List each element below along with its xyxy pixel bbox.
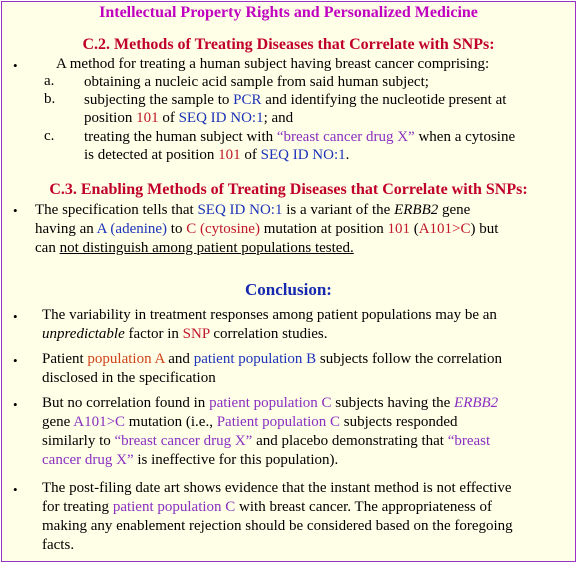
drug-name: cancer drug X”	[42, 452, 134, 468]
bullet: •	[13, 353, 18, 368]
c2-item-b-line2	[84, 109, 293, 127]
bullet: •	[13, 482, 18, 497]
text: (	[409, 221, 419, 237]
population-b: patient population B	[193, 351, 317, 367]
conclusion-b3-line3	[42, 432, 490, 450]
conclusion-b4-line2	[42, 498, 492, 516]
text: when a cytosine	[414, 129, 516, 145]
text: is detected at position	[84, 147, 219, 163]
population-c: patient population C	[209, 395, 332, 411]
mutation-term: A101>C	[73, 414, 126, 430]
c2-item-c-line1	[84, 128, 515, 146]
position-value: 101	[387, 221, 410, 237]
cytosine-term: C (cytosine)	[186, 221, 260, 237]
seq-id: SEQ ID NO:1	[260, 147, 346, 163]
snp-term: SNP	[182, 326, 210, 342]
page-title: Intellectual Property Rights and Personalized Medicine	[99, 4, 478, 21]
seq-id: SEQ ID NO:1	[178, 110, 264, 126]
position-value: 101	[218, 147, 241, 163]
text: subjecting the sample to	[84, 92, 234, 108]
item-letter: b.	[44, 91, 56, 107]
item-letter: c.	[44, 128, 55, 144]
underlined-text: not distinguish among patient populations tested.	[59, 240, 354, 256]
conclusion-b3-line4	[42, 451, 338, 469]
conclusion-b1-line2	[42, 325, 328, 343]
conclusion-b3-line2	[42, 413, 458, 431]
text: gene	[438, 202, 471, 218]
seq-id: SEQ ID NO:1	[197, 202, 283, 218]
text: and placebo demonstrating that	[252, 433, 448, 449]
pcr-term: PCR	[233, 92, 262, 108]
text: ; and	[263, 110, 294, 126]
section-c3-heading: C.3. Enabling Methods of Treating Diseases that Correlate with SNPs:	[49, 181, 528, 198]
conclusion-b3-line1	[42, 394, 498, 412]
text: and	[164, 351, 194, 367]
text: for treating	[42, 499, 113, 515]
position-value: 101	[136, 110, 159, 126]
bullet: •	[13, 309, 18, 324]
text: mutation (i.e.,	[125, 414, 217, 430]
text: .	[345, 147, 350, 163]
slide-frame	[1, 1, 576, 562]
bullet: •	[13, 203, 18, 218]
text: subjects follow the correlation	[316, 351, 502, 367]
text: factor in	[124, 326, 183, 342]
text: is a variant of the	[282, 202, 395, 218]
c2-intro: A method for treating a human subject having breast cancer comprising:	[56, 56, 490, 72]
text: ) but	[470, 221, 499, 237]
c3-line1	[35, 201, 470, 219]
text: Patient	[42, 351, 88, 367]
c2-item-b-line1	[84, 91, 506, 109]
text: But no correlation found in	[42, 395, 210, 411]
mutation-term: A101>C	[418, 221, 471, 237]
conclusion-b4-line1: The post-filing date art shows evidence that the instant method is not effective	[42, 480, 512, 496]
text: similarly to	[42, 433, 115, 449]
c3-line3	[35, 239, 354, 257]
adenine-term: A (adenine)	[96, 221, 168, 237]
text: correlation studies.	[209, 326, 328, 342]
conclusion-b1-line1: The variability in treatment responses among patient populations may be an	[42, 307, 497, 323]
population-c: Patient population C	[216, 414, 341, 430]
text: subjects having the	[331, 395, 455, 411]
drug-name: “breast cancer drug X”	[114, 433, 253, 449]
text: with breast cancer. The appropriateness of	[235, 499, 493, 515]
conclusion-b2-line1	[42, 350, 502, 368]
text: and identifying the nucleotide present at	[261, 92, 507, 108]
gene-name: ERBB2	[394, 202, 439, 218]
population-c: patient population C	[112, 499, 236, 515]
text: to	[167, 221, 187, 237]
text: can	[35, 240, 60, 256]
c2-item-c-line2	[84, 146, 349, 164]
text: of	[158, 110, 179, 126]
text: treating the human subject with	[84, 129, 277, 145]
item-letter: a.	[44, 73, 55, 89]
bullet: •	[13, 397, 18, 412]
text: mutation at position	[259, 221, 388, 237]
text: having an	[35, 221, 97, 237]
text: of	[240, 147, 261, 163]
text: The specification tells that	[35, 202, 198, 218]
population-a: population A	[87, 351, 165, 367]
c2-item-a: obtaining a nucleic acid sample from said human subject;	[84, 74, 429, 90]
conclusion-b2-line2: disclosed in the specification	[42, 370, 216, 386]
text: subjects responded	[340, 414, 458, 430]
gene-name: ERBB2	[454, 395, 499, 411]
bullet: •	[13, 58, 18, 73]
conclusion-b4-line3: making any enablement rejection should be considered based on the foregoing	[42, 518, 513, 534]
text: is ineffective for this population).	[133, 452, 339, 468]
text: gene	[42, 414, 74, 430]
italic-text: unpredictable	[42, 326, 125, 342]
section-c2-heading: C.2. Methods of Treating Diseases that Correlate with SNPs:	[82, 36, 495, 53]
c3-line2	[35, 220, 498, 238]
conclusion-b4-line4: facts.	[42, 537, 75, 553]
drug-name: “breast cancer drug X”	[276, 129, 415, 145]
conclusion-heading: Conclusion:	[245, 280, 332, 299]
drug-name: “breast	[447, 433, 491, 449]
text: position	[84, 110, 137, 126]
